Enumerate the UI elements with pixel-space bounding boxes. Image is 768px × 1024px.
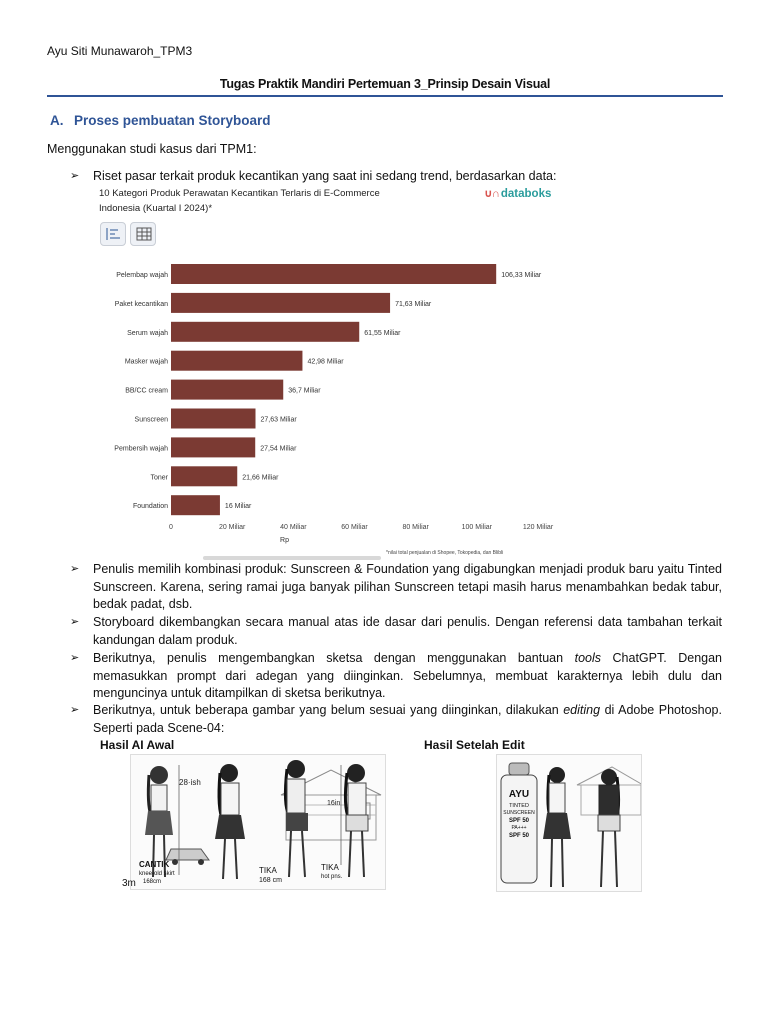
- bullet-item: [70, 561, 722, 614]
- data-label: 106,33 Miliar: [501, 272, 542, 279]
- bottle-label: SUNSCREEN: [503, 810, 535, 816]
- table-grid-icon: [136, 227, 152, 241]
- sketch-label: knee-old skirt: [139, 871, 175, 877]
- category-label: Serum wajah: [127, 329, 168, 337]
- category-label: Pembersih wajah: [114, 445, 168, 453]
- category-label: Toner: [150, 474, 168, 482]
- ai-initial-sketch-image: [130, 754, 386, 890]
- bullet-text: Storyboard dikembangkan secara manual atas ide dasar dari penulis. Dengan referensi data tambahan terkait kandungan dalam produk.: [93, 615, 722, 647]
- after-image-caption: Hasil Setelah Edit: [424, 738, 525, 752]
- sketch-label: hot pns.: [321, 874, 343, 880]
- bullet-text: [93, 650, 722, 703]
- x-tick-label: 0: [169, 524, 173, 532]
- sketch-label: 168 cm: [259, 877, 282, 884]
- bar: [171, 380, 283, 400]
- chart-title: 10 Kategori Produk Perawatan Kecantikan Terlaris di E-Commerce Indonesia (Kuartal I 2024)*: [99, 188, 380, 214]
- bullet-text-part: Berikutnya, untuk beberapa gambar yang belum sesuai yang diinginkan, dilakukan: [93, 703, 564, 717]
- bottle-label: AYU: [508, 789, 530, 800]
- title-divider: [47, 95, 723, 97]
- sketch-label: 168cm: [143, 879, 162, 885]
- section-title: Proses pembuatan Storyboard: [74, 113, 271, 128]
- bar: [171, 437, 255, 457]
- category-label: Foundation: [132, 503, 168, 511]
- bullet-text: [93, 702, 722, 737]
- bar: [171, 264, 496, 284]
- x-tick-label: 20 Miliar: [218, 524, 246, 532]
- bottle-label: TINTED: [509, 803, 529, 809]
- data-label: 27,54 Miliar: [260, 445, 297, 453]
- bullet-text-part: ChatGPT. Dengan memasukkan prompt dari adegan yang diinginkan. Sebelumnya, membuat karakternya lebih dulu dan menguncinya untuk ditampilkan di sketsa berikutnya.: [93, 651, 722, 700]
- sketch-label: 16in: [327, 800, 341, 807]
- chart-footnote: *nilai total penjualan di Shopee, Tokopedia, dan Blibli: [386, 550, 504, 556]
- x-tick-label: 40 Miliar: [280, 524, 307, 532]
- table-view-button[interactable]: [130, 222, 156, 246]
- chart-scrollbar[interactable]: [203, 556, 381, 560]
- sketch-corner-label: 3m: [122, 878, 136, 889]
- arrow-bullet-icon: ➢: [70, 652, 80, 664]
- bullet-text: Riset pasar terkait produk kecantikan yang saat ini sedang trend, berdasarkan data:: [93, 169, 557, 183]
- section-letter: A.: [50, 113, 64, 128]
- category-label: Pelembap wajah: [116, 272, 168, 279]
- category-label: Sunscreen: [134, 416, 168, 424]
- bar-chart: [96, 184, 558, 560]
- data-label: 42,98 Miliar: [307, 358, 344, 366]
- data-label: 36,7 Miliar: [288, 387, 321, 395]
- sketch-illustration: [131, 755, 386, 890]
- bottle-label: SPF 50: [508, 818, 530, 824]
- bar: [171, 466, 237, 486]
- intro-paragraph: Menggunakan studi kasus dari TPM1:: [47, 142, 257, 156]
- x-axis-label: Rp: [280, 537, 289, 545]
- x-tick-label: 100 Miliar: [461, 524, 493, 532]
- bullet-text-emphasis: tools: [574, 651, 601, 665]
- x-tick-label: 120 Miliar: [522, 524, 554, 532]
- bottle-label: PA+++: [511, 825, 527, 831]
- bar: [171, 409, 256, 429]
- brand-logo: [484, 187, 551, 200]
- edited-illustration: [497, 755, 642, 892]
- data-label: 71,63 Miliar: [395, 300, 432, 308]
- category-label: BB/CC cream: [125, 387, 168, 395]
- arrow-bullet-icon: ➢: [70, 616, 80, 628]
- bar-list-icon: [106, 227, 122, 241]
- sketch-label: TIKA: [259, 866, 277, 875]
- bar: [171, 322, 359, 342]
- sketch-label: TIKA: [321, 863, 339, 872]
- bullet-item: [70, 168, 722, 186]
- author-name: Ayu Siti Munawaroh_TPM3: [47, 44, 193, 58]
- bar: [171, 351, 302, 371]
- sketch-label: CANTIK: [139, 860, 170, 869]
- waveform-icon: ∪∩: [484, 188, 499, 200]
- data-label: 61,55 Miliar: [364, 329, 401, 337]
- x-tick-label: 80 Miliar: [402, 524, 429, 532]
- x-tick-label: 60 Miliar: [341, 524, 368, 532]
- bullet-text-part: di Adobe Photoshop. Seperti pada Scene-04:: [93, 703, 722, 735]
- bullet-text-part: Berikutnya, penulis mengembangkan sketsa dengan menggunakan bantuan: [93, 651, 575, 665]
- arrow-bullet-icon: ➢: [70, 563, 80, 575]
- edited-sketch-image: [496, 754, 642, 892]
- data-label: 21,66 Miliar: [242, 474, 279, 482]
- category-label: Paket kecantikan: [114, 300, 168, 308]
- bullet-text: Penulis memilih kombinasi produk: Sunscreen & Foundation yang digabungkan menjadi produk baru yaitu Tinted Sunscreen. Karena, sering ramai juga banyak pilihan Sunscreen tetapi masih harus menambahkan bedak tabur, bedak padat, dsb.: [93, 562, 722, 611]
- sketch-label: 28·ish: [179, 778, 201, 787]
- data-label: 27,63 Miliar: [260, 416, 297, 424]
- arrow-bullet-icon: ➢: [70, 704, 80, 716]
- document-title: Tugas Praktik Mandiri Pertemuan 3_Prinsip Desain Visual: [219, 77, 551, 91]
- category-label: Masker wajah: [124, 358, 168, 366]
- bullet-item: [70, 702, 722, 737]
- bullet-item: [70, 614, 722, 649]
- section-heading: [50, 113, 271, 128]
- bottle-label: SPF 50: [508, 833, 530, 839]
- chart-plot-area: [96, 254, 558, 554]
- bullet-item: [70, 650, 722, 703]
- brand-name: databoks: [500, 188, 552, 200]
- before-image-caption: Hasil AI Awal: [100, 738, 175, 752]
- data-label: 16 Miliar: [224, 503, 252, 511]
- bar: [171, 495, 220, 515]
- arrow-bullet-icon: ➢: [70, 170, 80, 182]
- bullet-text-emphasis: editing: [563, 703, 601, 717]
- bar: [171, 293, 390, 313]
- bar-view-button[interactable]: [100, 222, 126, 246]
